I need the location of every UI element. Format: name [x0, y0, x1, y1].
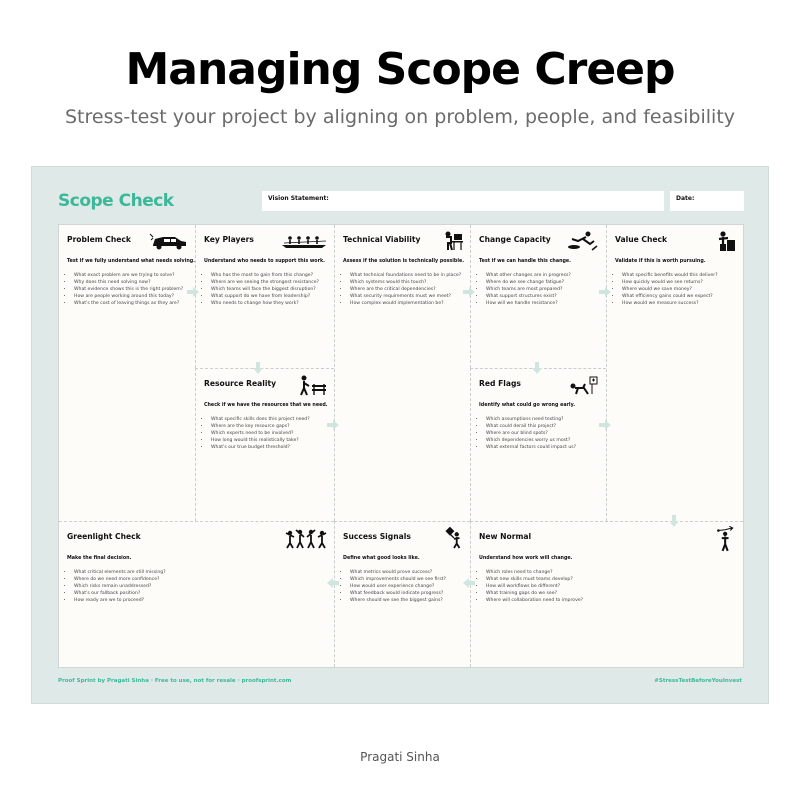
question-list — [615, 272, 718, 307]
question-item: • What technical foundations need to be in place? — [349, 272, 461, 279]
question-item: • Where are the key resource gaps? — [210, 423, 310, 430]
card-problem-check — [59, 225, 195, 521]
question-item: • How quickly would we see returns? — [621, 279, 718, 286]
card-resource-reality — [195, 368, 334, 521]
card-title: Red Flags — [479, 379, 521, 388]
card-red-flags — [470, 368, 606, 521]
arrow-left-icon — [463, 577, 475, 589]
card-title: Success Signals — [343, 532, 411, 541]
car-crash-icon — [149, 230, 189, 252]
question-item: • What security requirements must we meet? — [349, 293, 461, 300]
card-title: Greenlight Check — [67, 532, 141, 541]
question-item: • Where will collaboration need to improve? — [485, 597, 583, 604]
card-new-normal — [470, 521, 743, 667]
arrow-right-icon — [599, 286, 611, 298]
card-lead: Test if we can handle this change. — [479, 259, 571, 264]
question-item: • What evidence shows this is the right problem? — [73, 286, 183, 293]
card-lead: Check if we have the resources that we need. — [204, 403, 328, 408]
hurdle-jump-icon — [566, 230, 600, 252]
card-change-capacity — [470, 225, 606, 368]
question-item: • Where are the critical dependencies? — [349, 286, 461, 293]
arrow-down-icon — [252, 362, 264, 374]
footer-hashtag: #StressTestBeforeYouInvest — [654, 678, 742, 684]
arrow-down-icon — [531, 362, 543, 374]
date-field[interactable] — [670, 191, 744, 211]
question-item: • What's our fallback position? — [73, 590, 166, 597]
question-item: • What support structures exist? — [485, 293, 571, 300]
question-item: • Where are we seeing the strongest resistance? — [210, 279, 319, 286]
arrow-down-icon — [668, 515, 680, 527]
question-item: • Who has the most to gain from this change? — [210, 272, 319, 279]
arrow-right-icon — [463, 286, 475, 298]
question-item: • Which dependencies worry us most? — [485, 437, 576, 444]
arrow-right-icon — [599, 419, 611, 431]
card-title: Change Capacity — [479, 235, 551, 244]
person-with-arrows-icon — [715, 524, 737, 554]
question-item: • Which experts need to be involved? — [210, 430, 310, 437]
arrow-right-icon — [187, 286, 199, 298]
card-greenlight-check — [59, 521, 334, 667]
question-item: • What training gaps do we see? — [485, 590, 583, 597]
worker-barrier-icon — [298, 374, 328, 396]
question-item: • What could derail this project? — [485, 423, 576, 430]
question-item: • Which systems would this touch? — [349, 279, 461, 286]
card-key-players — [195, 225, 334, 368]
arrow-right-icon — [327, 419, 339, 431]
question-item: • What's the cost of leaving things as they are? — [73, 300, 183, 307]
question-list — [479, 416, 576, 451]
question-list — [479, 569, 583, 604]
question-item: • What's our true budget threshold? — [210, 444, 310, 451]
scope-check-board — [31, 166, 769, 704]
page-title: Managing Scope Creep — [125, 44, 675, 95]
question-item: • Which teams are most prepared? — [485, 286, 571, 293]
person-at-podium-icon — [715, 230, 737, 252]
card-title: Key Players — [204, 235, 254, 244]
question-item: • What specific skills does this project need? — [210, 416, 310, 423]
question-item: • How would we measure success? — [621, 300, 718, 307]
question-item: • Where do we see change fatigue? — [485, 279, 571, 286]
question-item: • Which roles need to change? — [485, 569, 583, 576]
computer-desk-icon — [442, 230, 464, 252]
card-value-check — [606, 225, 743, 521]
page-subtitle: Stress-test your project by aligning on problem, people, and feasibility — [64, 106, 736, 128]
question-item: • How complex would implementation be? — [349, 300, 461, 307]
crawling-warning-icon — [566, 374, 600, 396]
question-item: • What feedback would indicate progress? — [349, 590, 446, 597]
card-title: Resource Reality — [204, 379, 277, 388]
question-item: • What metrics would prove success? — [349, 569, 446, 576]
question-list — [204, 416, 310, 451]
card-success-signals — [334, 521, 470, 667]
question-list — [204, 272, 319, 307]
canvas-grid — [58, 224, 744, 668]
card-lead: Validate if this is worth pursuing. — [615, 259, 706, 264]
card-lead: Assess if the solution is technically possible. — [343, 259, 465, 264]
question-item: • Where would we save money? — [621, 286, 718, 293]
question-item: • Which teams will face the biggest disruption? — [210, 286, 319, 293]
card-lead: Make the final decision. — [67, 556, 132, 561]
card-title: Technical Viability — [343, 235, 421, 244]
question-item: • What new skills must teams develop? — [485, 576, 583, 583]
question-item: • What efficiency gains could we expect? — [621, 293, 718, 300]
card-title: New Normal — [479, 532, 532, 541]
question-item: • How will we handle resistance? — [485, 300, 571, 307]
question-item: • How are people working around this today? — [73, 293, 183, 300]
card-title: Value Check — [615, 235, 668, 244]
question-item: • What specific benefits would this deliver? — [621, 272, 718, 279]
card-lead: Understand how work will change. — [479, 556, 573, 561]
question-item: • Which risks remain unaddressed? — [73, 583, 166, 590]
question-item: • How will workflows be different? — [485, 583, 583, 590]
card-lead: Understand who needs to support this work. — [204, 259, 325, 264]
question-item: • Who needs to change how they work? — [210, 300, 319, 307]
question-item: • What support do we have from leadership? — [210, 293, 319, 300]
card-lead: Define what good looks like. — [343, 556, 420, 561]
question-list — [479, 272, 571, 307]
question-item: • Where are our blind spots? — [485, 430, 576, 437]
question-list — [343, 569, 446, 604]
card-technical-viability — [334, 225, 470, 521]
team-celebration-icon — [284, 527, 328, 549]
date-label: Date: — [676, 195, 695, 202]
rowing-team-icon — [280, 230, 328, 252]
question-item: • Why does this need solving now? — [73, 279, 183, 286]
question-item: • What external factors could impact us? — [485, 444, 576, 451]
question-item: • Which improvements should we see first? — [349, 576, 446, 583]
question-item: • How would user experience change? — [349, 583, 446, 590]
question-list — [343, 272, 461, 307]
person-with-sign-icon — [444, 527, 464, 549]
card-lead: Identify what could go wrong early. — [479, 403, 576, 408]
arrow-left-icon — [327, 577, 339, 589]
board-brand: Scope Check — [58, 191, 174, 211]
question-item: • How ready are we to proceed? — [73, 597, 166, 604]
question-item: • What other changes are in progress? — [485, 272, 571, 279]
vision-statement-label: Vision Statement: — [268, 195, 329, 202]
question-item: • How long would this realistically take? — [210, 437, 310, 444]
question-item: • Where should we see the biggest gains? — [349, 597, 446, 604]
question-item: • What critical elements are still missing? — [73, 569, 166, 576]
card-title: Problem Check — [67, 235, 131, 244]
question-list — [67, 569, 166, 604]
question-list — [67, 272, 183, 307]
question-item: • Where do we need more confidence? — [73, 576, 166, 583]
card-lead: Test if we fully understand what needs solving. — [67, 259, 195, 264]
vision-statement-field[interactable] — [262, 191, 664, 211]
question-item: • Which assumptions need testing? — [485, 416, 576, 423]
author-name: Pragati Sinha — [360, 750, 440, 764]
footer-credit: Proof Sprint by Pragati Sinha · Free to use, not for resale · proofsprint.com — [58, 678, 292, 684]
question-item: • What exact problem are we trying to solve? — [73, 272, 183, 279]
